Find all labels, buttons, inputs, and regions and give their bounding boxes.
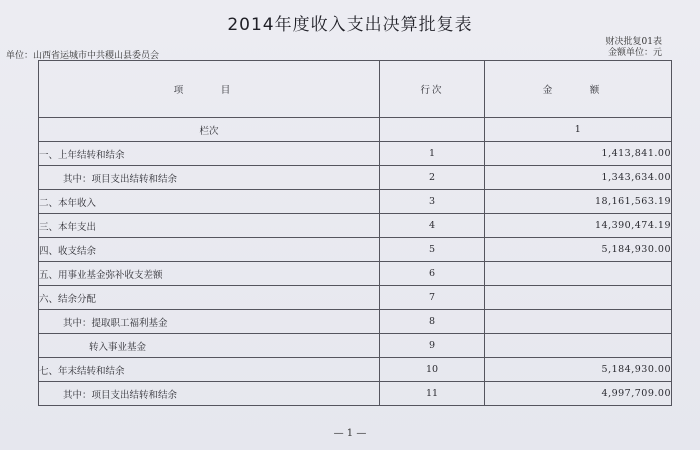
row-item: 其中：项目支出结转和结余 xyxy=(39,382,380,406)
page-title: 2014年度收入支出决算批复表 xyxy=(227,15,473,35)
column-index-line xyxy=(380,118,485,142)
table-row xyxy=(39,286,672,310)
table-row xyxy=(39,214,672,238)
header-amount: 金 额 xyxy=(485,61,672,118)
row-line: 11 xyxy=(380,382,485,406)
currency-unit: 金额单位：元 xyxy=(607,48,662,58)
row-item: 六、结余分配 xyxy=(39,286,380,310)
table-row xyxy=(39,166,672,190)
table-row xyxy=(39,334,672,358)
row-line: 10 xyxy=(380,358,485,382)
table-row xyxy=(39,190,672,214)
table-header-row xyxy=(39,61,672,118)
row-amount: 1,343,634.00 xyxy=(485,166,672,190)
table-row xyxy=(39,262,672,286)
row-amount xyxy=(485,286,672,310)
row-line: 9 xyxy=(380,334,485,358)
table-row xyxy=(39,238,672,262)
row-amount: 14,390,474.19 xyxy=(485,214,672,238)
budget-table xyxy=(38,60,672,406)
table-row xyxy=(39,142,672,166)
form-meta xyxy=(606,37,662,59)
row-line: 1 xyxy=(380,142,485,166)
column-index-amount: 1 xyxy=(485,118,672,142)
row-item: 转入事业基金 xyxy=(39,334,380,358)
row-line: 2 xyxy=(380,166,485,190)
row-item: 二、本年收入 xyxy=(39,190,380,214)
table-row xyxy=(39,358,672,382)
row-item: 三、本年支出 xyxy=(39,214,380,238)
row-line: 3 xyxy=(380,190,485,214)
table-row xyxy=(39,382,672,406)
column-index-item: 栏次 xyxy=(39,118,380,142)
row-line: 4 xyxy=(380,214,485,238)
row-line: 8 xyxy=(380,310,485,334)
page-number: — 1 — xyxy=(333,428,367,439)
header-line: 行次 xyxy=(380,61,485,118)
form-code: 财决批复01表 xyxy=(605,37,662,47)
row-line: 6 xyxy=(380,262,485,286)
row-amount xyxy=(485,334,672,358)
row-item: 四、收支结余 xyxy=(39,238,380,262)
row-line: 5 xyxy=(380,238,485,262)
row-item: 一、上年结转和结余 xyxy=(39,142,380,166)
row-item: 五、用事业基金弥补收支差额 xyxy=(39,262,380,286)
table-row xyxy=(39,310,672,334)
reporting-unit: 单位：山西省运城市中共稷山县委员会 xyxy=(6,51,160,61)
row-item: 其中：提取职工福利基金 xyxy=(39,310,380,334)
row-amount: 5,184,930.00 xyxy=(485,358,672,382)
row-amount: 4,997,709.00 xyxy=(485,382,672,406)
row-amount: 1,413,841.00 xyxy=(485,142,672,166)
header-item: 项 目 xyxy=(39,61,380,118)
row-item: 七、年末结转和结余 xyxy=(39,358,380,382)
row-amount: 18,161,563.19 xyxy=(485,190,672,214)
row-amount xyxy=(485,262,672,286)
row-line: 7 xyxy=(380,286,485,310)
row-amount: 5,184,930.00 xyxy=(485,238,672,262)
row-item: 其中：项目支出结转和结余 xyxy=(39,166,380,190)
column-index-row xyxy=(39,118,672,142)
row-amount xyxy=(485,310,672,334)
